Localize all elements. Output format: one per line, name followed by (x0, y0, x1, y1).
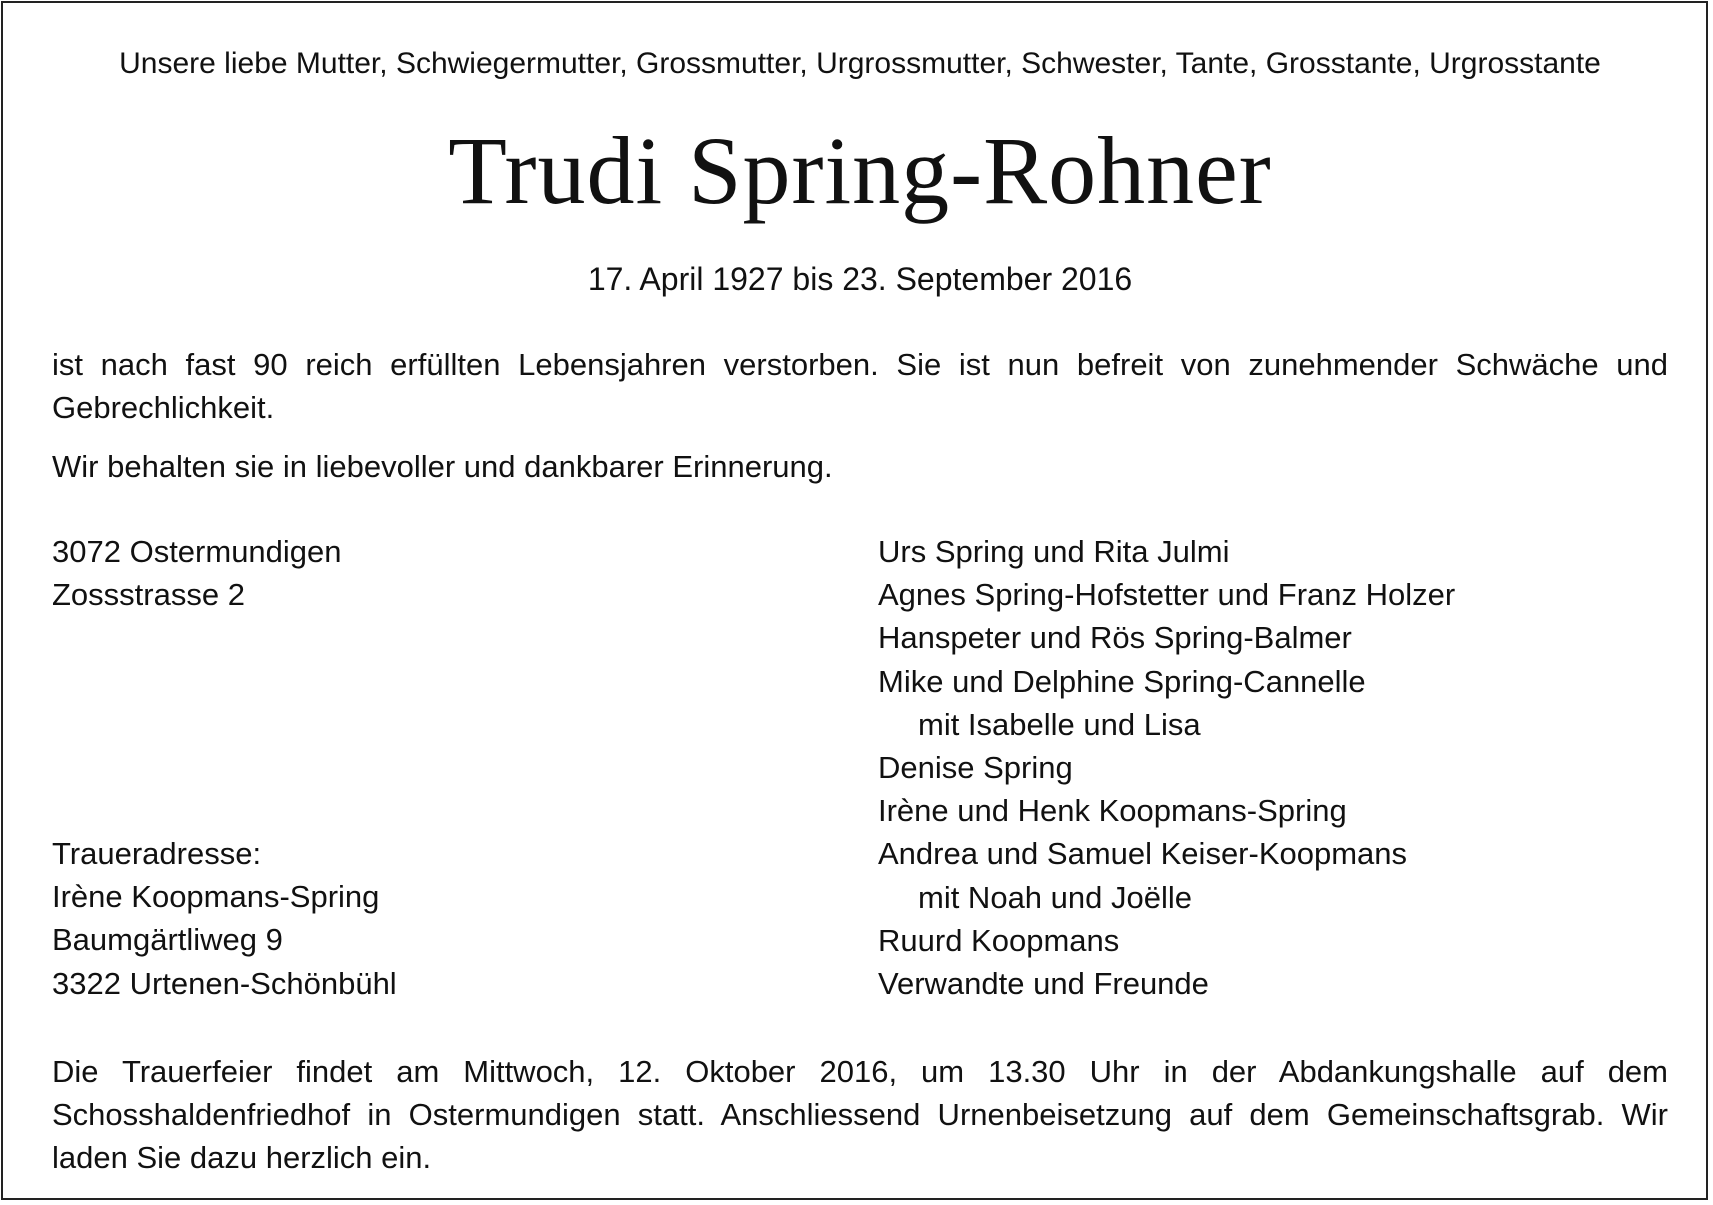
family-member: Verwandte und Freunde (878, 965, 1209, 1001)
mourning-address-street: Baumgärtliweg 9 (52, 922, 283, 958)
family-member: Denise Spring (878, 749, 1073, 785)
mourning-address-name: Irène Koopmans-Spring (52, 879, 380, 915)
passing-paragraph: ist nach fast 90 reich erfüllten Lebensjahren verstorben. Sie ist nun befreit von zunehmender Schwäche und Gebrechlichkeit. (52, 347, 1668, 425)
family-member: Irène und Henk Koopmans-Spring (878, 793, 1347, 829)
family-member: Urs Spring und Rita Julmi (878, 534, 1230, 569)
deceased-name: Trudi Spring-Rohner (448, 117, 1272, 224)
relationship-intro: Unsere liebe Mutter, Schwiegermutter, Grossmutter, Urgrossmutter, Schwester, Tante, Grosstante, Urgrosstante (119, 47, 1601, 80)
home-address (52, 530, 342, 616)
family-member-children: mit Isabelle und Lisa (918, 706, 1201, 742)
family-member: Ruurd Koopmans (878, 922, 1120, 958)
ceremony-paragraph: Die Trauerfeier findet am Mittwoch, 12. Oktober 2016, um 13.30 Uhr in der Abdankungshalle auf dem Schosshaldenfriedhof in Ostermundigen statt. Anschliessend Urnenbeisetzung auf dem Gemeinschaftsgrab. Wir laden Sie dazu herzlich ein. (52, 1054, 1668, 1175)
life-dates: 17. April 1927 bis 23. September 2016 (587, 261, 1133, 297)
obituary-notice (1, 1, 1708, 1200)
family-member: Mike und Delphine Spring-Cannelle (878, 663, 1366, 699)
mourning-address-label: Traueradresse: (52, 836, 262, 871)
family-member: Andrea und Samuel Keiser-Koopmans (878, 836, 1408, 872)
family-member-children: mit Noah und Joëlle (918, 879, 1192, 915)
home-address-city: 3072 Ostermundigen (52, 534, 342, 569)
family-member: Agnes Spring-Hofstetter und Franz Holzer (878, 577, 1456, 613)
mourning-address-city: 3322 Urtenen-Schönbühl (52, 965, 397, 1001)
family-member: Hanspeter und Rös Spring-Balmer (878, 620, 1352, 656)
remembrance-paragraph: Wir behalten sie in liebevoller und dankbarer Erinnerung. (52, 449, 833, 484)
mourning-address (52, 832, 397, 1005)
family-list (878, 530, 1455, 1005)
home-address-street: Zossstrasse 2 (52, 577, 245, 613)
